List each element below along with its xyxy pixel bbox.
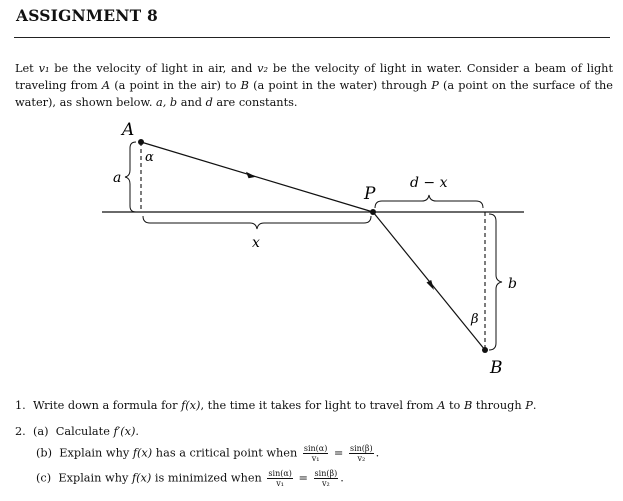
q2c-equals: = — [298, 471, 308, 485]
q1-text: Write down a formula for — [32, 399, 182, 412]
brace-d-minus-x — [375, 195, 483, 208]
label-beta: β — [471, 312, 479, 327]
q2a-label: (a) — [32, 425, 49, 438]
label-b-length: b — [508, 276, 517, 292]
intro-constants: a, b — [156, 96, 178, 109]
intro-text-1: Let — [15, 62, 39, 75]
q1-text-2: , the time it takes for light to travel from — [200, 399, 438, 412]
q2b-frac-beta-den: v₂ — [357, 454, 366, 463]
intro-text-8: are constants. — [212, 96, 298, 109]
q1-P: P — [525, 399, 533, 412]
q2b-text: Explain why — [59, 446, 133, 460]
label-d-minus-x: d − x — [410, 175, 448, 191]
intro-d: d — [205, 96, 213, 109]
q2-number: 2. — [15, 425, 26, 438]
q2c-frac-alpha-num: sin(α) — [268, 469, 292, 478]
q2c-frac-beta-den: v₂ — [322, 479, 330, 488]
question-2b — [36, 444, 379, 463]
q2c-frac-beta-num: sin(β) — [314, 469, 338, 478]
intro-P: P — [431, 79, 439, 92]
ray-p-to-b — [373, 212, 485, 350]
q2c-frac-alpha — [267, 469, 292, 488]
q1-text-3: to — [445, 399, 464, 412]
q1-end: . — [532, 399, 537, 412]
q2c-text: Explain why — [58, 471, 132, 485]
brace-b — [489, 214, 502, 350]
q2b-frac-alpha-num: sin(α) — [303, 444, 328, 453]
q2a-fprime: f′(x) — [113, 425, 136, 438]
point-p — [370, 209, 376, 215]
brace-a — [125, 142, 136, 212]
q2c-fx: f(x) — [131, 471, 152, 485]
q2b-period: . — [375, 446, 380, 460]
intro-B: B — [240, 79, 249, 92]
label-a-length: a — [113, 170, 122, 186]
title-divider — [14, 37, 610, 38]
q2b-fx: f(x) — [132, 446, 153, 460]
q1-A: A — [437, 399, 446, 412]
q2b-label: (b) — [36, 446, 53, 460]
q2c-period: . — [340, 471, 344, 485]
question-2c — [36, 469, 344, 488]
intro-text-7: and — [177, 96, 206, 109]
intro-text-5: (a point in the water) through — [248, 79, 432, 92]
label-a-point: A — [122, 120, 135, 140]
q1-B: B — [463, 399, 473, 412]
q2b-frac-alpha-den: v₁ — [311, 454, 320, 463]
q2b-frac-beta — [349, 444, 374, 463]
q2c-label: (c) — [36, 471, 52, 485]
point-b — [482, 347, 488, 353]
label-b-point: B — [490, 358, 503, 378]
q2a-text: Calculate — [55, 425, 114, 438]
label-x-length: x — [252, 235, 260, 251]
page-title: ASSIGNMENT 8 — [16, 6, 158, 25]
q1-number: 1. — [15, 399, 26, 412]
intro-text-2: be the velocity of light in air, and — [49, 62, 258, 75]
label-alpha: α — [145, 150, 154, 165]
intro-text-4: (a point in the air) to — [110, 79, 241, 92]
intro-text-6: (a point on the surface of the water), as shown below. — [15, 79, 613, 109]
point-a — [138, 139, 144, 145]
intro-A: A — [101, 79, 111, 92]
q2c-frac-alpha-den: v₁ — [276, 479, 285, 488]
q1-fx: f(x) — [181, 399, 201, 412]
q2c-frac-beta — [314, 469, 339, 488]
q2a-end: . — [135, 425, 140, 438]
intro-v2: v₂ — [257, 62, 269, 75]
q2b-equals: = — [333, 446, 344, 460]
q2b-frac-alpha — [303, 444, 328, 463]
ray-a-to-p — [141, 142, 373, 212]
label-p-point: P — [364, 184, 376, 204]
question-1 — [15, 399, 536, 412]
intro-paragraph — [15, 60, 613, 111]
q2c-text-2: is minimized when — [151, 471, 262, 485]
q1-text-4: through — [472, 399, 526, 412]
question-2a — [15, 425, 139, 438]
brace-x — [143, 216, 371, 229]
q2b-text-2: has a critical point when — [152, 446, 298, 460]
refraction-diagram — [0, 110, 623, 380]
ray-arrow-air — [246, 172, 256, 178]
intro-v1: v₁ — [38, 62, 50, 75]
q2b-frac-beta-num: sin(β) — [349, 444, 373, 453]
intro-text-3: be the velocity of light in water. Consider a beam of light traveling from — [15, 62, 613, 92]
